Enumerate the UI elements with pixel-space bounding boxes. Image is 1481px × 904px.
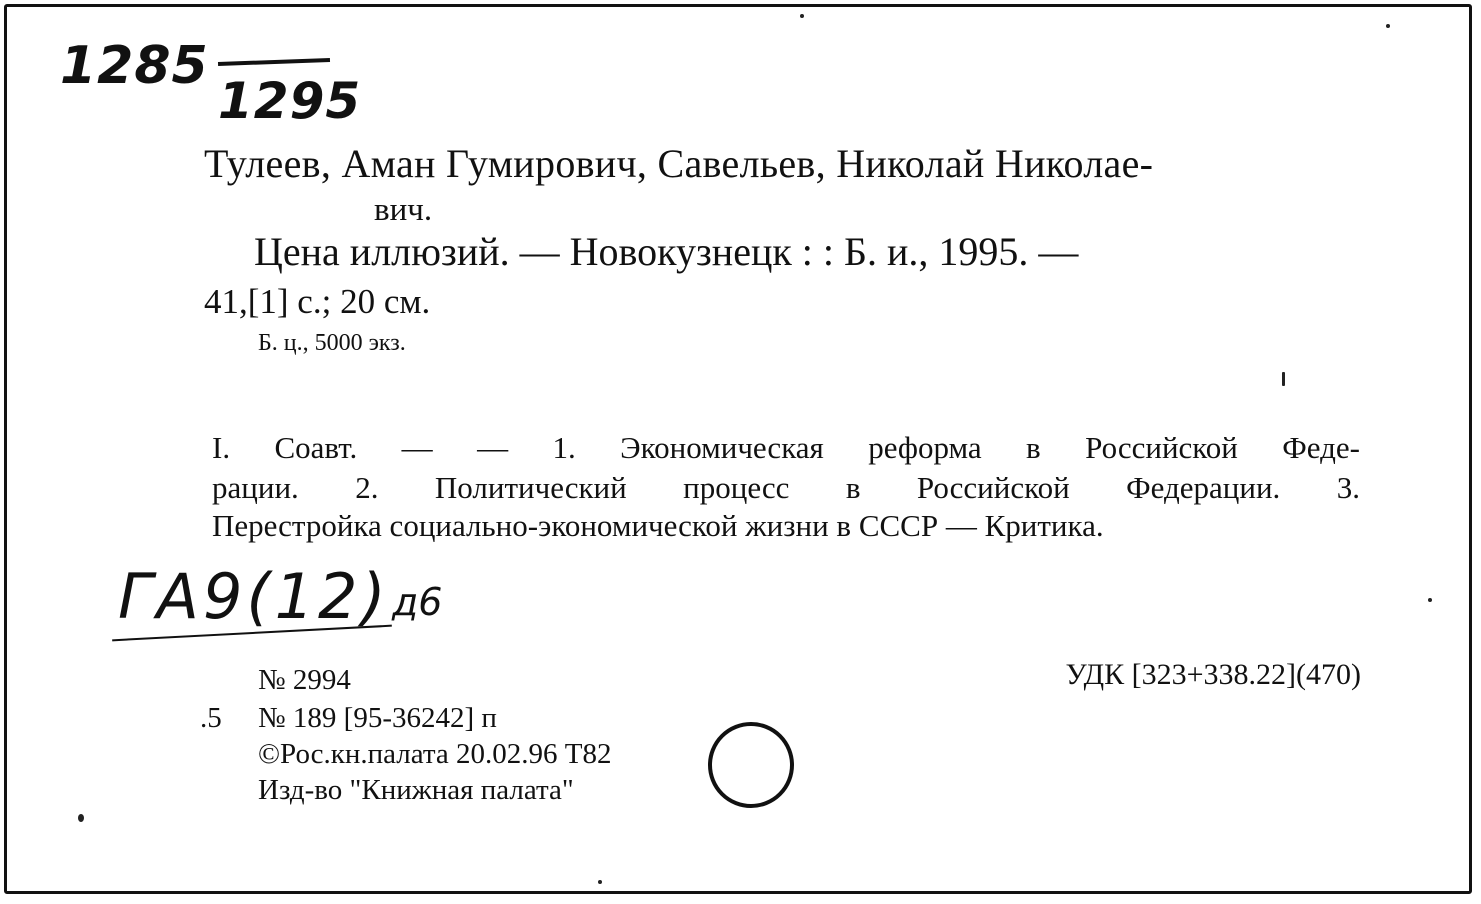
handwritten-shelf-code: ГА9(12) — [118, 560, 390, 633]
registry-number: № 189 [95-36242] п — [258, 702, 497, 734]
title-line: Цена иллюзий. — Новокузнецк : : Б. и., 1995. — — [254, 229, 1079, 274]
copyright-line: ©Рос.кн.палата 20.02.96 Т82 — [258, 738, 612, 770]
speck — [598, 880, 602, 884]
publisher-line: Изд-во "Книжная палата" — [258, 774, 574, 806]
authors-line-cont: вич. — [374, 192, 433, 228]
handwritten-shelf-code-suffix: д6 — [392, 580, 443, 624]
speck — [800, 14, 804, 18]
speck — [1282, 372, 1285, 386]
extent-line: 41,[1] с.; 20 см. — [204, 282, 431, 321]
subjects-line: Перестройка социально-экономической жизни в СССР — Критика. — [212, 508, 1104, 543]
handwritten-number-second: 1295 — [218, 72, 362, 130]
handwritten-number: 1285 — [60, 36, 209, 96]
speck — [78, 814, 84, 822]
speck — [1386, 24, 1390, 28]
authors-line: Тулеев, Аман Гумирович, Савельев, Николай Николае- — [204, 141, 1154, 186]
subjects-line: I. Соавт. — — 1. Экономическая реформа в Российской Феде- — [212, 430, 1360, 465]
speck — [1428, 598, 1432, 602]
subjects-line: рации. 2. Политический процесс в Российской Федерации. 3. — [212, 470, 1360, 505]
card-number: № 2994 — [258, 664, 351, 696]
prefix-mark: .5 — [200, 702, 222, 734]
price-line: Б. ц., 5000 экз. — [258, 330, 406, 356]
stamp-circle — [708, 722, 794, 808]
udk-code: УДК [323+338.22](470) — [1065, 658, 1361, 691]
